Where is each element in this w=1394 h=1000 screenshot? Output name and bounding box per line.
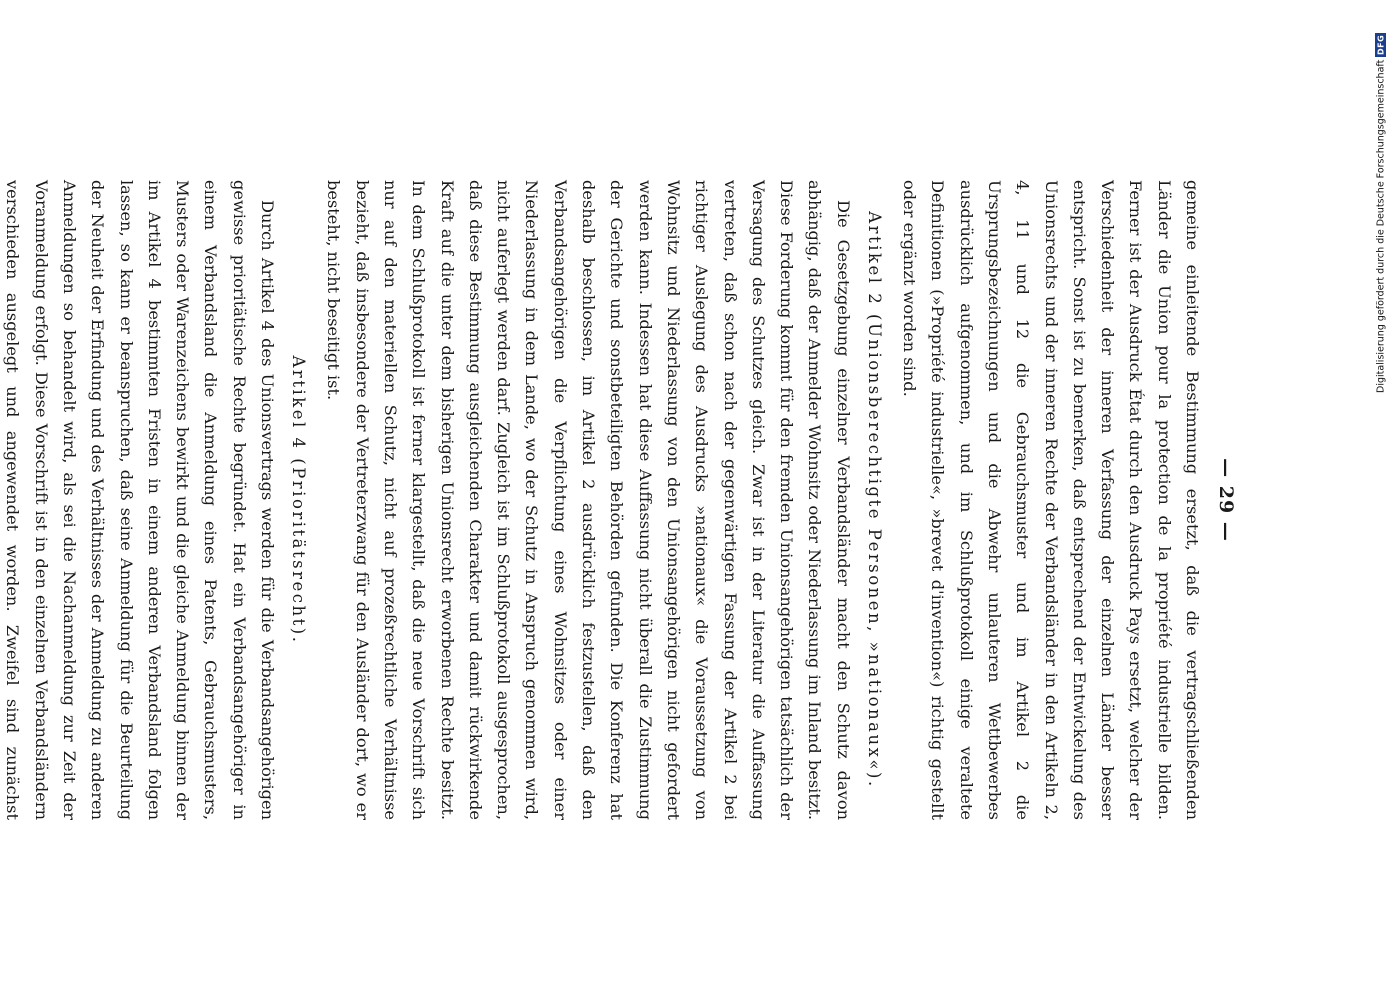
heading-artikel-2: Artikel 2 (Unionsberechtigte Personen, »nationaux«). — [864, 211, 884, 789]
intro-paragraph: gemeine einleitende Bestimmung ersetzt, daß die vertragschließenden Länder die Union pour la protection de la propriété industrielle bilden. Ferner ist der Ausdruck État durch den Ausdruck Pays ersetzt, welcher der Verschiedenheit der inneren Verfassung der einzelnen Länder besser entspricht. Sonst ist zu bemerken, daß entsprechend der Entwickelung des Unionsrechts und der inneren Rechte der Verbandsländer in den Artikeln 2, 4, 11 und 12 die Gebrauchsmuster und im Artikel 2 die Ursprungsbezeichnungen und die Abwehr unlauteren Wettbewerbes ausdrücklich aufgenommen, und im Schlußprotokoll einige veraltete Definitionen (»Propriété industrielle«, »brevet d'invention«) richtig gestellt oder ergänzt worden sind. — [900, 180, 1202, 820]
heading-artikel-4: Artikel 4 (Prioritätsrecht). — [289, 355, 309, 645]
dfg-logo: DFG — [1376, 34, 1386, 55]
digitization-note — [1368, 8, 1394, 393]
artikel-4-paragraph: Durch Artikel 4 des Unionsvertrags werden für die Verbandsangehörigen gewisse prioritätische Rechte begründet. Hat ein Verbandsangehöriger in einem Verbandsland die Anmeldung eines Patents, Gebrauchsmusters, Musters oder Warenzeichens bewirkt und die gleiche Anmeldung binnen der im Artikel 4 bestimmten Fristen in einem anderen Verbandsland folgen lassen, so kann er beanspruchen, daß seine Anmeldung für die Beurteilung der Neuheit der Erfindung und des Verhältnisses der Anmeldung zu anderen Anmeldungen so behandelt wird, als sei die Nachanmeldung zur Zeit der Voranmeldung erfolgt. Diese Vorschrift ist in den einzelnen Verbandsländern verschieden ausgelegt und angewendet worden. Zweifel sind zunächst — [3, 180, 278, 820]
digitization-note-text: Digitalisierung gefördert durch die Deutsche Forschungsgemeinschaft — [1375, 59, 1387, 393]
artikel-2-paragraph: Die Gesetzgebung einzelner Verbandsländer macht den Schutz davon abhängig, daß der Anmelder Wohnsitz oder Niederlassung im Inland besitzt. Diese Forderung kommt für den fremden Unionsangehörigen tatsächlich der Versagung des Schutzes gleich. Zwar ist in der Literatur die Auffassung vertreten, daß schon nach der gegenwärtigen Fassung der Artikel 2 bei richtiger Auslegung des Ausdrucks »nationaux« die Voraussetzung von Wohnsitz und Niederlassung von den Unionsangehörigen nicht gefordert werden kann. Indessen hat diese Auffassung nicht überall die Zustimmung der Gerichte und sonstbeteiligten Behörden gefunden. Die Konferenz hat deshalb beschlossen, im Artikel 2 ausdrücklich festzustellen, daß den Verbandsangehörigen die Verpflichtung eines Wohnsitzes oder einer Niederlassung in dem Lande, wo der Schutz in Anspruch genommen wird, nicht auferlegt werden darf. Zugleich ist im Schlußprotokoll ausgesprochen, daß diese Bestimmung ausgleichenden Charakter und damit rückwirkende Kraft auf die unter dem bisherigen Unionsrecht erworbenen Rechte besitzt. In dem Schlußprotokoll ist ferner klargestellt, daß die neue Vorschrift sich nur auf den materiellen Schutz, nicht auf prozeßrechtliche Verhältnisse bezieht, daß insbesondere der Vertreterzwang für den Ausländer dort, wo er besteht, nicht beseitigt ist. — [324, 180, 853, 820]
rotated-page-content — [3, 180, 1246, 820]
page-number: — 29 — — [1215, 458, 1237, 542]
